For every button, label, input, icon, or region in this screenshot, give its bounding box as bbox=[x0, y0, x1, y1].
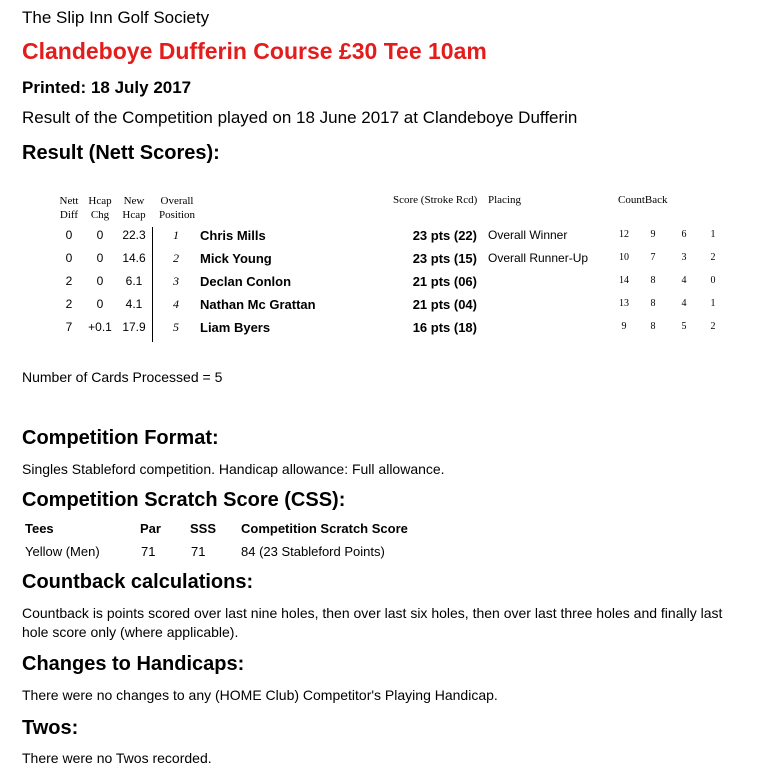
countback-1: 2 bbox=[710, 252, 716, 263]
countback-3: 3 bbox=[681, 252, 687, 263]
player-name: Chris Mills bbox=[200, 228, 266, 243]
hcap-chg: 0 bbox=[96, 274, 104, 288]
header-new-hcap bbox=[120, 194, 148, 222]
nett-diff: 2 bbox=[65, 274, 73, 288]
position: 5 bbox=[173, 320, 179, 334]
table-divider bbox=[152, 227, 153, 342]
hcap-chg: 0 bbox=[96, 251, 104, 265]
header-hcap-chg-line1: Hcap bbox=[88, 195, 112, 207]
player-name: Declan Conlon bbox=[200, 274, 292, 289]
new-hcap: 17.9 bbox=[122, 320, 146, 334]
css-heading: Competition Scratch Score (CSS): bbox=[22, 489, 346, 511]
countback-6: 7 bbox=[650, 252, 656, 263]
twos-text: There were no Twos recorded. bbox=[22, 750, 212, 766]
css-value: 84 (23 Stableford Points) bbox=[241, 544, 385, 559]
score: 21 pts (06) bbox=[412, 274, 477, 289]
hcap-chg: +0.1 bbox=[88, 320, 112, 334]
countback-text: Countback is points scored over last nine holes, then over last six holes, then over last three holes and finally last hole score only (where applicable). bbox=[22, 605, 723, 640]
css-sss: 71 bbox=[191, 544, 206, 559]
nett-diff: 2 bbox=[65, 297, 73, 311]
countback-6: 8 bbox=[650, 321, 656, 332]
countback-1: 1 bbox=[710, 229, 716, 240]
printed-date: Printed: 18 July 2017 bbox=[22, 78, 192, 97]
countback-9: 14 bbox=[619, 275, 629, 286]
nett-diff: 0 bbox=[65, 228, 73, 242]
cards-processed: Number of Cards Processed = 5 bbox=[22, 369, 223, 385]
competition-title: Clandeboye Dufferin Course £30 Tee 10am bbox=[22, 38, 487, 64]
position: 1 bbox=[173, 228, 179, 242]
header-nett-diff-line1: Nett bbox=[59, 195, 79, 207]
css-tees: Yellow (Men) bbox=[25, 544, 100, 559]
countback-6: 8 bbox=[650, 298, 656, 309]
score: 23 pts (22) bbox=[412, 228, 477, 243]
player-name: Liam Byers bbox=[200, 320, 271, 335]
position: 2 bbox=[173, 251, 179, 265]
header-nett-diff-line2: Diff bbox=[59, 209, 79, 221]
placing: Overall Winner bbox=[488, 228, 568, 242]
countback-9: 13 bbox=[619, 298, 629, 309]
header-hcap-chg-line2: Chg bbox=[90, 209, 110, 221]
header-new-hcap-line1: New bbox=[123, 195, 145, 207]
countback-3: 5 bbox=[681, 321, 687, 332]
header-overall-position-line1: Overall bbox=[160, 195, 194, 207]
css-header-par: Par bbox=[140, 521, 161, 536]
countback-9: 10 bbox=[619, 252, 629, 263]
header-overall-position bbox=[156, 194, 198, 222]
header-countback: CountBack bbox=[618, 194, 668, 206]
countback-3: 4 bbox=[681, 298, 687, 309]
css-header-css: Competition Scratch Score bbox=[241, 521, 408, 536]
nett-diff: 0 bbox=[65, 251, 73, 265]
new-hcap: 14.6 bbox=[122, 251, 146, 265]
countback-6: 9 bbox=[650, 229, 656, 240]
hcap-chg: 0 bbox=[96, 297, 104, 311]
hcap-chg: 0 bbox=[96, 228, 104, 242]
countback-1: 0 bbox=[710, 275, 716, 286]
css-header-sss: SSS bbox=[190, 521, 217, 536]
header-placing: Placing bbox=[488, 194, 521, 206]
score: 23 pts (15) bbox=[412, 251, 477, 266]
header-score: Score (Stroke Rcd) bbox=[393, 194, 478, 206]
player-name: Nathan Mc Grattan bbox=[200, 297, 316, 312]
position: 4 bbox=[173, 297, 179, 311]
header-new-hcap-line2: Hcap bbox=[122, 209, 146, 221]
countback-9: 9 bbox=[621, 321, 627, 332]
header-overall-position-line2: Position bbox=[158, 209, 196, 221]
countback-3: 6 bbox=[681, 229, 687, 240]
placing: Overall Runner-Up bbox=[488, 251, 589, 265]
countback-6: 8 bbox=[650, 275, 656, 286]
result-description: Result of the Competition played on 18 June 2017 at Clandeboye Dufferin bbox=[22, 108, 578, 127]
player-name: Mick Young bbox=[200, 251, 272, 266]
countback-heading: Countback calculations: bbox=[22, 571, 254, 593]
score: 16 pts (18) bbox=[412, 320, 477, 335]
score: 21 pts (04) bbox=[412, 297, 477, 312]
format-text: Singles Stableford competition. Handicap allowance: Full allowance. bbox=[22, 461, 445, 477]
position: 3 bbox=[173, 274, 179, 288]
society-name: The Slip Inn Golf Society bbox=[22, 8, 210, 27]
css-par: 71 bbox=[141, 544, 156, 559]
twos-heading: Twos: bbox=[22, 717, 79, 739]
countback-9: 12 bbox=[619, 229, 629, 240]
new-hcap: 6.1 bbox=[125, 274, 143, 288]
new-hcap: 4.1 bbox=[125, 297, 143, 311]
countback-3: 4 bbox=[681, 275, 687, 286]
result-heading: Result (Nett Scores): bbox=[22, 142, 220, 164]
new-hcap: 22.3 bbox=[122, 228, 146, 242]
handicaps-heading: Changes to Handicaps: bbox=[22, 653, 245, 675]
header-hcap-chg bbox=[86, 194, 114, 222]
handicaps-text: There were no changes to any (HOME Club) Competitor's Playing Handicap. bbox=[22, 687, 498, 703]
countback-1: 2 bbox=[710, 321, 716, 332]
nett-diff: 7 bbox=[65, 320, 73, 334]
countback-1: 1 bbox=[710, 298, 716, 309]
format-heading: Competition Format: bbox=[22, 427, 219, 449]
header-nett-diff bbox=[56, 194, 82, 222]
css-header-tees: Tees bbox=[25, 521, 54, 536]
